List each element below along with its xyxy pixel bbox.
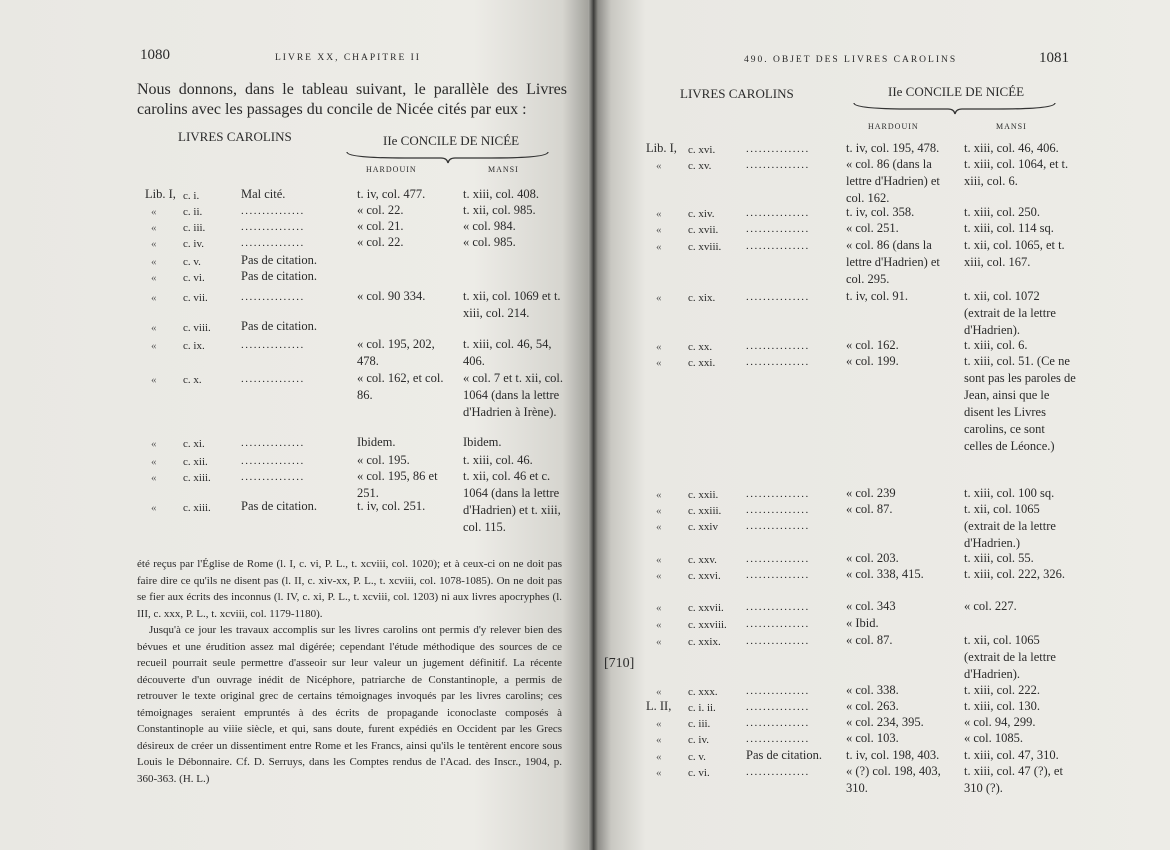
row-ditto: « [656, 751, 662, 763]
row-chapter: c. xi. [183, 438, 205, 450]
row-mansi: t. xiii, col. 46, 54, 406. [463, 337, 552, 368]
row-chapter: c. xvii. [688, 224, 719, 236]
row-hardouin: « col. 87. [846, 502, 893, 516]
row-ditto: « [151, 502, 157, 514]
row-description: Pas de citation. [746, 748, 823, 762]
row-ditto: « [656, 208, 662, 220]
row-mansi: t. xii, col. 1065 (extrait de la lettre d'Hadrien). [964, 633, 1056, 681]
row-hardouin: « col. 22. [357, 203, 404, 217]
row-ditto: « [656, 521, 662, 533]
row-mansi: « col. 1085. [964, 731, 1024, 745]
row-mansi: t. xii, col. 46 et c. 1064 (dans la lettre d'Hadrien) et t. xiii, col. 115. [463, 469, 561, 534]
row-ditto: « [151, 340, 157, 352]
row-mansi: t. xiii, col. 408. [463, 187, 540, 201]
row-leader: ............... [746, 553, 810, 565]
row-chapter: c. v. [183, 256, 201, 268]
row-hardouin: « col. 199. [846, 354, 899, 368]
col-header-concile: IIe CONCILE DE NICÉE [383, 133, 520, 148]
intro-paragraph: Nous donnons, dans le tableau suivant, le parallèle des Livres carolins avec les passages du concile de Nicée cités par eux : [137, 81, 567, 118]
row-leader: ............... [746, 701, 810, 713]
row-ditto: « [151, 292, 157, 304]
row-mansi: « col. 227. [964, 599, 1017, 613]
row-hardouin: « col. 103. [846, 731, 899, 745]
row-ditto: « [656, 602, 662, 614]
row-chapter: c. xx. [688, 341, 713, 353]
row-chapter: c. viii. [183, 322, 211, 334]
row-leader: ............... [746, 207, 810, 219]
row-mansi: t. xiii, col. 47 (?), et 310 (?). [964, 764, 1063, 795]
col-header-livres: LIVRES CAROLINS [178, 129, 292, 144]
row-hardouin: « col. 86 (dans la lettre d'Hadrien) et col. 162. [846, 157, 940, 205]
running-head: LIVRE XX, CHAPITRE II [275, 53, 421, 63]
row-chapter: c. xxix. [688, 636, 721, 648]
row-hardouin: « col. 162. [846, 338, 899, 352]
row-hardouin: « col. 338, 415. [846, 567, 924, 581]
row-ditto: « [656, 686, 662, 698]
row-hardouin: t. iv, col. 358. [846, 205, 915, 219]
row-chapter: c. i. ii. [688, 702, 716, 714]
row-chapter: c. xxiv [688, 521, 718, 533]
row-leader: ............... [241, 237, 305, 249]
page-number: 1080 [140, 47, 170, 63]
row-hardouin: « col. 162, et col. 86. [357, 371, 444, 402]
row-hardouin: « col. 21. [357, 219, 404, 233]
row-leader: ............... [746, 733, 810, 745]
row-hardouin: « col. 195, 86 et 251. [357, 469, 438, 500]
row-mansi: t. xii, col. 985. [463, 203, 536, 217]
row-ditto: « [151, 222, 157, 234]
row-description: Pas de citation. [241, 269, 318, 283]
row-leader: ............... [746, 635, 810, 647]
row-hardouin: « (?) col. 198, 403, 310. [846, 764, 941, 795]
row-description: Pas de citation. [241, 319, 318, 333]
row-ditto: « [151, 472, 157, 484]
row-leader: ............... [746, 356, 810, 368]
row-leader: ............... [241, 221, 305, 233]
row-hardouin: t. iv, col. 195, 478. [846, 141, 940, 155]
row-ditto: « [656, 224, 662, 236]
row-mansi: « col. 7 et t. xii, col. 1064 (dans la lettre d'Hadrien à Irène). [463, 371, 563, 419]
running-head: 490. OBJET DES LIVRES CAROLINS [744, 55, 958, 65]
row-chapter: c. xviii. [688, 241, 722, 253]
row-leader: ............... [746, 159, 810, 171]
row-hardouin: t. iv, col. 91. [846, 289, 909, 303]
row-hardouin: t. iv, col. 477. [357, 187, 426, 201]
row-hardouin: « col. 195. [357, 453, 410, 467]
margin-number: [710] [604, 656, 635, 671]
row-mansi: t. xiii, col. 114 sq. [964, 221, 1054, 235]
row-ditto: « [656, 160, 662, 172]
row-chapter: c. xxx. [688, 686, 718, 698]
row-leader: ............... [241, 339, 305, 351]
row-hardouin: « col. 251. [846, 221, 899, 235]
row-mansi: t. xiii, col. 222. [964, 683, 1041, 697]
brace [345, 150, 550, 164]
row-chapter: c. xvi. [688, 144, 716, 156]
row-book: Lib. I, [145, 187, 176, 201]
row-leader: ............... [746, 618, 810, 630]
row-hardouin: « col. 234, 395. [846, 715, 924, 729]
row-hardouin: « col. 86 (dans la lettre d'Hadrien) et col. 295. [846, 238, 940, 286]
row-mansi: t. xii, col. 1065 (extrait de la lettre d'Hadrien.) [964, 502, 1056, 550]
row-ditto: « [151, 322, 157, 334]
row-chapter: c. xxv. [688, 554, 717, 566]
row-mansi: t. xiii, col. 51. (Ce ne sont pas les paroles de Jean, ainsi que le disent les Livres carolins, ce sont celles de Léonce.) [964, 354, 1076, 453]
row-mansi: « col. 984. [463, 219, 516, 233]
sub-hardouin: HARDOUIN [868, 122, 919, 131]
col-header-livres: LIVRES CAROLINS [680, 86, 794, 101]
row-leader: ............... [746, 766, 810, 778]
row-hardouin: « col. 195, 202, 478. [357, 337, 435, 368]
row-hardouin: « col. 203. [846, 551, 899, 565]
row-chapter: c. xix. [688, 292, 716, 304]
row-ditto: « [656, 357, 662, 369]
sub-hardouin: HARDOUIN [366, 165, 417, 174]
row-mansi: t. xiii, col. 6. [964, 338, 1028, 352]
row-chapter: c. vi. [183, 272, 205, 284]
row-leader: ............... [241, 437, 305, 449]
row-leader: ............... [746, 340, 810, 352]
row-chapter: c. xv. [688, 160, 712, 172]
row-chapter: c. xxi. [688, 357, 716, 369]
row-ditto: « [151, 456, 157, 468]
row-ditto: « [656, 636, 662, 648]
page-number: 1081 [1039, 50, 1069, 66]
row-chapter: c. ii. [183, 206, 203, 218]
row-ditto: « [151, 374, 157, 386]
row-chapter: c. x. [183, 374, 202, 386]
row-ditto: « [656, 734, 662, 746]
row-mansi: t. xii, col. 1065, et t. xiii, col. 167. [964, 238, 1065, 269]
row-leader: ............... [746, 291, 810, 303]
right-page [594, 0, 1170, 850]
row-chapter: c. xxvi. [688, 570, 721, 582]
row-mansi: Ibidem. [463, 435, 502, 449]
row-description: Pas de citation. [241, 499, 318, 513]
row-chapter: c. iv. [688, 734, 709, 746]
row-leader: ............... [241, 291, 305, 303]
col-header-concile: IIe CONCILE DE NICÉE [888, 84, 1025, 99]
row-ditto: « [656, 554, 662, 566]
row-chapter: c. ix. [183, 340, 205, 352]
row-leader: ............... [241, 455, 305, 467]
footnote-p2: Jusqu'à ce jour les travaux accomplis sur les livres carolins ont permis d'y relever bien des bévues et une érudition assez mal digérée; cependant l'étude méthodique des sources de ce recueil pourrait seule permettre d'asseoir sur leur valeur un jugement définitif. La récente découverte d'un ouvrage inédit de Nicéphore, patriarche de Constantinople, a permis de retrouver le texte original grec de certains témoignages invoqués par les livres carolins; ces témoignages seraient empruntés à des écrits de propagande iconoclaste composés à Constantinople au viiie siècle, et qui, sans doute, furent expédiés en Occident par les Grecs désireux de créer un dissentiment entre Rome et les Francs, ainsi qu'ils le tentèrent encore sous Louis le Débonnaire. Cf. D. Serruys, dans les Comptes rendus de l'Acad. des Inscr., 1904, p. 360-363. (H. L.) [137, 624, 562, 785]
row-mansi: t. xiii, col. 55. [964, 551, 1034, 565]
row-chapter: c. vii. [183, 292, 208, 304]
row-chapter: c. xxiii. [688, 505, 722, 517]
row-hardouin: « col. 90 334. [357, 289, 426, 303]
row-hardouin: « col. 343 [846, 599, 896, 613]
row-chapter: c. iii. [183, 222, 206, 234]
book-gutter [588, 0, 598, 850]
row-hardouin: t. iv, col. 198, 403. [846, 748, 940, 762]
row-chapter: c. xiii. [183, 472, 211, 484]
row-chapter: c. xii. [183, 456, 208, 468]
row-ditto: « [656, 292, 662, 304]
row-mansi: t. xiii, col. 1064, et t. xiii, col. 6. [964, 157, 1069, 188]
row-leader: ............... [746, 240, 810, 252]
row-leader: ............... [746, 685, 810, 697]
row-ditto: « [656, 570, 662, 582]
row-leader: ............... [746, 601, 810, 613]
row-description: Mal cité. [241, 187, 286, 201]
row-leader: ............... [746, 223, 810, 235]
row-mansi: « col. 985. [463, 235, 516, 249]
row-book: Lib. I, [646, 141, 677, 155]
row-hardouin: « col. 263. [846, 699, 899, 713]
row-leader: ............... [241, 373, 305, 385]
row-hardouin: « col. 87. [846, 633, 893, 647]
row-ditto: « [151, 206, 157, 218]
row-mansi: t. xiii, col. 130. [964, 699, 1041, 713]
row-mansi: t. xiii, col. 46. [463, 453, 533, 467]
row-chapter: c. xiii. [183, 502, 211, 514]
row-mansi: t. xiii, col. 222, 326. [964, 567, 1066, 581]
sub-mansi: MANSI [996, 122, 1027, 131]
row-leader: ............... [241, 205, 305, 217]
row-hardouin: « col. 22. [357, 235, 404, 249]
row-chapter: c. xiv. [688, 208, 715, 220]
row-hardouin: « Ibid. [846, 616, 879, 630]
row-ditto: « [151, 256, 157, 268]
brace [852, 101, 1057, 115]
footnote [137, 556, 562, 787]
row-ditto: « [151, 272, 157, 284]
row-hardouin: « col. 338. [846, 683, 899, 697]
row-ditto: « [151, 438, 157, 450]
row-leader: ............... [746, 504, 810, 516]
row-leader: ............... [746, 520, 810, 532]
row-description: Pas de citation. [241, 253, 318, 267]
row-leader: ............... [241, 471, 305, 483]
row-chapter: c. iii. [688, 718, 711, 730]
row-ditto: « [151, 238, 157, 250]
row-mansi: t. xii, col. 1072 (extrait de la lettre d'Hadrien). [964, 289, 1056, 337]
row-mansi: t. xiii, col. 250. [964, 205, 1041, 219]
row-ditto: « [656, 341, 662, 353]
row-chapter: c. xxviii. [688, 619, 727, 631]
row-ditto: « [656, 767, 662, 779]
row-leader: ............... [746, 717, 810, 729]
row-leader: ............... [746, 143, 810, 155]
row-hardouin: Ibidem. [357, 435, 396, 449]
row-mansi: « col. 94, 299. [964, 715, 1036, 729]
row-ditto: « [656, 505, 662, 517]
row-mansi: t. xiii, col. 47, 310. [964, 748, 1059, 762]
row-chapter: c. i. [183, 190, 200, 202]
sub-mansi: MANSI [488, 165, 519, 174]
row-mansi: t. xiii, col. 100 sq. [964, 486, 1055, 500]
row-hardouin: t. iv, col. 251. [357, 499, 426, 513]
row-chapter: c. iv. [183, 238, 204, 250]
row-hardouin: « col. 239 [846, 486, 896, 500]
row-ditto: « [656, 718, 662, 730]
row-mansi: t. xiii, col. 46, 406. [964, 141, 1059, 155]
row-mansi: t. xii, col. 1069 et t. xiii, col. 214. [463, 289, 561, 320]
row-ditto: « [656, 619, 662, 631]
row-chapter: c. xxii. [688, 489, 719, 501]
row-leader: ............... [746, 488, 810, 500]
row-chapter: c. v. [688, 751, 706, 763]
footnote-p1: été reçus par l'Église de Rome (l. I, c. vi, P. L., t. xcviii, col. 1020); et à ceux-ci on ne doit pas faire dire ce qu'ils ne disent pas (l. II, c. xiv-xx, P. L., t. xcviii, col. 1078-1085). On ne doit pas se fier aux écrits des inconnus (l. IV, c. xi, P. L., t. xcviii, col. 1203) ni aux livres apocryphes (l. III, c. xxx, P. L., t. xcviii, col. 1179-1180). [137, 558, 562, 620]
row-book: L. II, [646, 699, 672, 713]
row-leader: ............... [746, 569, 810, 581]
row-ditto: « [656, 241, 662, 253]
row-chapter: c. xxvii. [688, 602, 724, 614]
row-ditto: « [656, 489, 662, 501]
row-chapter: c. vi. [688, 767, 710, 779]
